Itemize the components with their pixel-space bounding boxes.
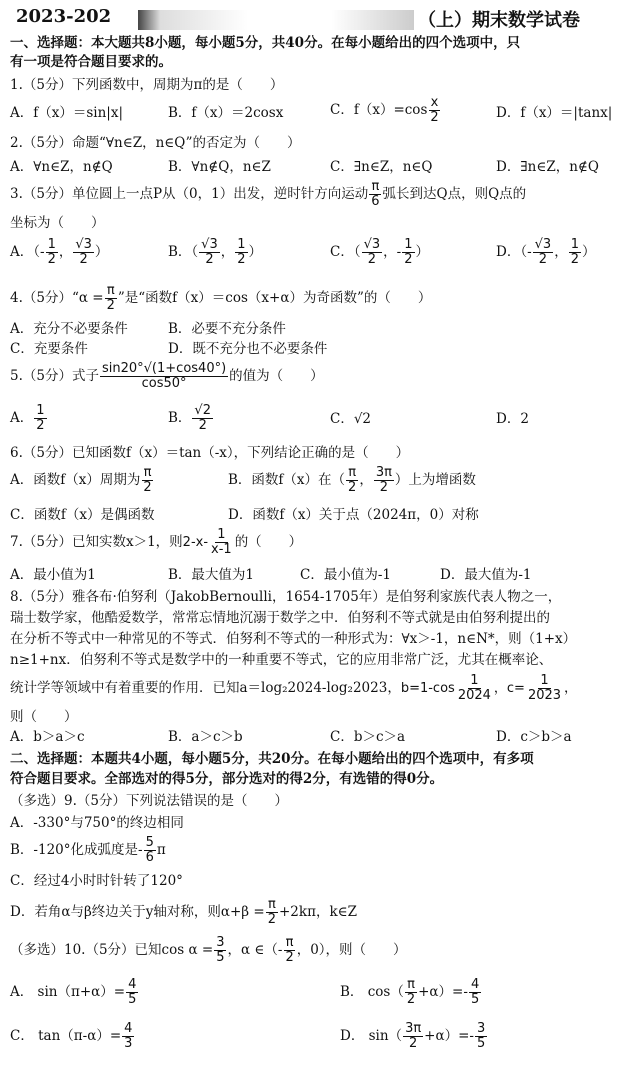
title-redaction	[138, 10, 414, 30]
q3-option-b: B．（ $\frac{√3}{2}$ ， $\frac{1}{2}$ ）	[168, 237, 263, 267]
section2-heading: 二、选择题：本题共4小题，每小题5分，共20分。在每小题给出的四个选项中，有多项	[10, 751, 534, 767]
q6-option-a: A．函数f（x）周期为 $\frac{\pi}{2}$	[10, 465, 152, 495]
title-right: （上）期末数学试卷	[418, 10, 580, 31]
q10-option-d: D． sin（ $\frac{3\pi}{2}$ +α）=- $\frac{3}{5}$	[340, 1021, 486, 1051]
q8-option-c: C．b＞c＞a	[330, 729, 406, 745]
q4-option-c: C．充要条件	[10, 341, 88, 357]
q9-stem: （多选）9.（5分）下列说法错误的是（ ）	[10, 793, 288, 809]
q8-stem-3: 在分析不等式中一种常见的不等式．伯努利不等式的一种形式为：∀x＞-1，n∈N*，则（1+x）	[10, 631, 577, 647]
q5-stem: 5.（5分）式子 $\frac{\sin 20^\circ√(1+\cos 40^\circ)}{\cos 50^\circ}$ 的值为（ ）	[10, 361, 324, 391]
q7-option-b: B．最大值为1	[168, 567, 255, 583]
exam-title	[10, 4, 630, 30]
q1-option-d: D．f（x）＝|tanx|	[496, 105, 613, 121]
q8-stem-5: 统计学等领域中有着重要的作用．已知a＝log₂2024-log₂2023，b=1-cos $\frac{1}{2024}$ ，c= $\frac{1}{2023}$ ，	[10, 673, 578, 703]
q2-option-c: C．∃n∈Z，n∈Q	[330, 159, 433, 175]
q2-option-b: B．∀n∉Q，n∈Z	[168, 159, 271, 175]
q8-option-b: B．a＞c＞b	[168, 729, 243, 745]
q6-option-d: D．函数f（x）关于点（2024π，0）对称	[228, 507, 479, 523]
q7-option-a: A．最小值为1	[10, 567, 96, 583]
q5-option-d: D．2	[496, 411, 529, 427]
q10-option-b: B． cos（ $\frac{\pi}{2}$ +α）=- $\frac{4}{5}$	[340, 977, 480, 1007]
q10-stem: （多选）10.（5分）已知cos α = $\frac{3}{5}$ ，α ∈（- $\frac{\pi}{2}$ ，0），则（ ）	[10, 935, 407, 965]
title-left: 2023-202	[16, 6, 112, 27]
q2-option-d: D．∃n∈Z，n∉Q	[496, 159, 599, 175]
q6-stem: 6.（5分）已知函数f（x）＝tan（-x），下列结论正确的是（ ）	[10, 445, 410, 461]
section1-heading: 一、选择题：本大题共8小题，每小题5分，共40分。在每小题给出的四个选项中，只	[10, 35, 521, 51]
q3-option-a: A．（- $\frac{1}{2}$ ， $\frac{√3}{2}$ ）	[10, 237, 109, 267]
q7-option-c: C．最小值为-1	[300, 567, 391, 583]
q1-option-b: B．f（x）＝2cosx	[168, 105, 284, 121]
q9-option-c: C．经过4小时时针转了120°	[10, 873, 183, 889]
q4-stem: 4.（5分）“α = $\frac{\pi}{2}$ ”是“函数f（x）＝cos（x+α）为奇函数”的（ ）	[10, 283, 432, 313]
q7-option-d: D．最大值为-1	[440, 567, 532, 583]
q5-option-a: A． $\frac{1}{2}$	[10, 403, 45, 433]
section2-heading-cont: 符合题目要求。全部选对的得5分，部分选对的得2分，有选错的得0分。	[10, 771, 444, 787]
q8-stem-4: n≥1+nx．伯努利不等式是数学中的一种重要不等式，它的应用非常广泛，尤其在概率论、	[10, 652, 553, 668]
q9-option-a: A．-330°与750°的终边相同	[10, 815, 184, 831]
q1-option-a: A．f（x）＝sin|x|	[10, 105, 124, 121]
q6-option-c: C．函数f（x）是偶函数	[10, 507, 155, 523]
q2-option-a: A．∀n∈Z，n∉Q	[10, 159, 113, 175]
q4-option-a: A．充分不必要条件	[10, 321, 128, 337]
q1-stem: 1.（5分）下列函数中，周期为π的是（ ）	[10, 77, 284, 93]
q8-stem-6: 则（ ）	[10, 709, 78, 725]
q3-stem: 3.（5分）单位圆上一点P从（0，1）出发，逆时针方向运动 $\frac{\pi}{6}$ 弧长到达Q点，则Q点的	[10, 179, 527, 209]
q3-option-d: D．（- $\frac{√3}{2}$ ， $\frac{1}{2}$ ）	[496, 237, 596, 267]
q2-stem: 2.（5分）命题“∀n∈Z，n∈Q”的否定为（ ）	[10, 135, 301, 151]
section1-heading-cont: 有一项是符合题目要求的。	[10, 54, 172, 70]
q8-option-a: A．b＞a＞c	[10, 729, 85, 745]
q3-stem-cont: 坐标为（ ）	[10, 215, 105, 231]
q10-option-c: C． tan（π-α）= $\frac{4}{3}$	[10, 1021, 133, 1051]
q8-option-d: D．c＞b＞a	[496, 729, 572, 745]
q4-option-d: D．既不充分也不必要条件	[168, 341, 328, 357]
q4-option-b: B．必要不充分条件	[168, 321, 286, 337]
q7-stem: 7.（5分）已知实数x＞1，则2-x- $\frac{1}{x-1}$ 的（ ）	[10, 527, 303, 557]
q8-stem-1: 8.（5分）雅各布·伯努利（JakobBernoulli，1654-1705年）是伯努利家族代表人物之一，	[10, 589, 562, 605]
q8-stem-2: 瑞士数学家，他酷爱数学，常常忘情地沉溺于数学之中．伯努利不等式就是由伯努利提出的	[10, 610, 550, 626]
q5-option-c: C．√2	[330, 411, 372, 427]
q1-option-c: C．f（x）=cos $\frac{x}{2}$	[330, 95, 439, 125]
q9-option-d: D．若角α与β终边关于y轴对称，则α+β = $\frac{\pi}{2}$ +2kπ，k∈Z	[10, 897, 358, 927]
q10-option-a: A． sin（π+α）= $\frac{4}{5}$	[10, 977, 137, 1007]
q5-option-b: B． $\frac{√2}{2}$	[168, 403, 211, 433]
q3-option-c: C．（ $\frac{√3}{2}$ ，- $\frac{1}{2}$ ）	[330, 237, 429, 267]
q6-option-b: B．函数f（x）在（ $\frac{\pi}{2}$ ， $\frac{3\pi}{2}$ ）上为增函数	[228, 465, 476, 495]
q9-option-b: B．-120°化成弧度是- $\frac{5}{6}$ π	[10, 835, 166, 865]
